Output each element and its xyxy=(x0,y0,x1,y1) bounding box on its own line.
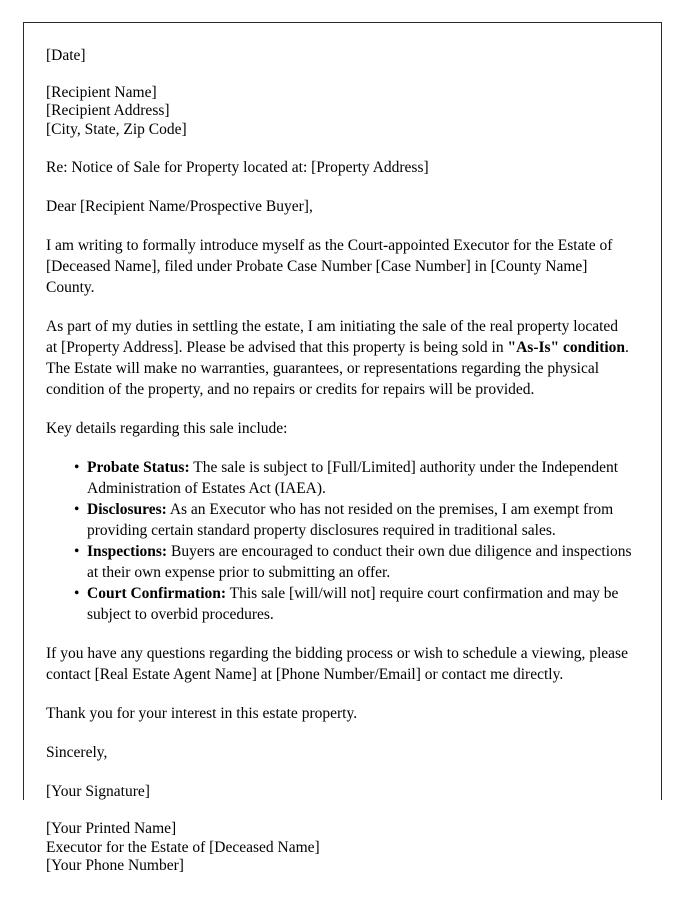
list-item-text: Buyers are encouraged to conduct their own due diligence and inspections at their own expense prior to submitting an offer. xyxy=(87,543,632,581)
date-block xyxy=(46,47,632,66)
date-line: [Date] xyxy=(46,47,86,64)
list-item xyxy=(46,499,632,541)
key-details-list xyxy=(46,457,632,625)
recipient-city-state-zip-line: [City, State, Zip Code] xyxy=(46,120,187,138)
signer-printed-name-line: [Your Printed Name] xyxy=(46,820,177,837)
signer-phone-line: [Your Phone Number] xyxy=(46,857,184,874)
bullet-disc-icon: • xyxy=(74,501,80,518)
recipient-name-line: [Recipient Name] xyxy=(46,83,157,101)
bullet-disc-icon: • xyxy=(74,543,80,560)
bullet-disc-icon: • xyxy=(74,459,80,476)
list-item-label: Probate Status: xyxy=(87,459,190,476)
key-details-lead-in: Key details regarding this sale include: xyxy=(46,420,288,437)
recipient-address-line: [Recipient Address] xyxy=(46,102,170,119)
list-item-text: As an Executor who has not resided on the premises, I am exempt from providing certain standard property disclosures required in traditional sales. xyxy=(87,501,614,539)
list-item xyxy=(46,541,632,583)
as-is-text-after: . The Estate will make no warranties, guarantees, or representations regarding the physical condition of the property, and no repairs or credits for repairs will be provided. xyxy=(46,339,629,398)
paragraph-as-is-condition xyxy=(46,316,632,400)
list-item xyxy=(46,583,632,625)
signature-block xyxy=(46,820,632,876)
subject-line: Re: Notice of Sale for Property located at: [Property Address] xyxy=(46,159,429,176)
document-page xyxy=(23,22,662,874)
signer-role-line: Executor for the Estate of [Deceased Name] xyxy=(46,838,320,856)
list-item-label: Inspections: xyxy=(87,543,168,560)
closing-salutation: Sincerely, xyxy=(46,744,108,761)
list-item-text: The sale is subject to [Full/Limited] authority under the Independent Administration of Estates Act (IAEA). xyxy=(87,459,619,497)
list-item-label: Court Confirmation: xyxy=(87,585,227,602)
bullet-disc-icon: • xyxy=(74,585,80,602)
letter-body xyxy=(46,47,632,894)
paragraph-thanks: Thank you for your interest in this estate property. xyxy=(46,705,358,722)
list-item-label: Disclosures: xyxy=(87,501,167,518)
salutation: Dear [Recipient Name/Prospective Buyer], xyxy=(46,198,313,215)
signature-placeholder: [Your Signature] xyxy=(46,783,150,800)
as-is-text-before: As part of my duties in settling the estate, I am initiating the sale of the real property located at [Property Address]. Please be advised that this property is being sold in xyxy=(46,318,619,356)
list-item-text: This sale [will/will not] require court confirmation and may be subject to overbid procedures. xyxy=(87,585,619,623)
recipient-address-block xyxy=(46,84,632,140)
paragraph-introduction: I am writing to formally introduce myself as the Court-appointed Executor for the Estate of [Deceased Name], filed under Probate Case Number [Case Number] in [County Name] County. xyxy=(46,237,613,296)
as-is-bold-phrase: "As-Is" condition xyxy=(507,339,626,356)
paragraph-contact: If you have any questions regarding the bidding process or wish to schedule a viewing, please contact [Real Estate Agent Name] at [Phone Number/Email] or contact me directly. xyxy=(46,645,628,683)
list-item xyxy=(46,457,632,499)
